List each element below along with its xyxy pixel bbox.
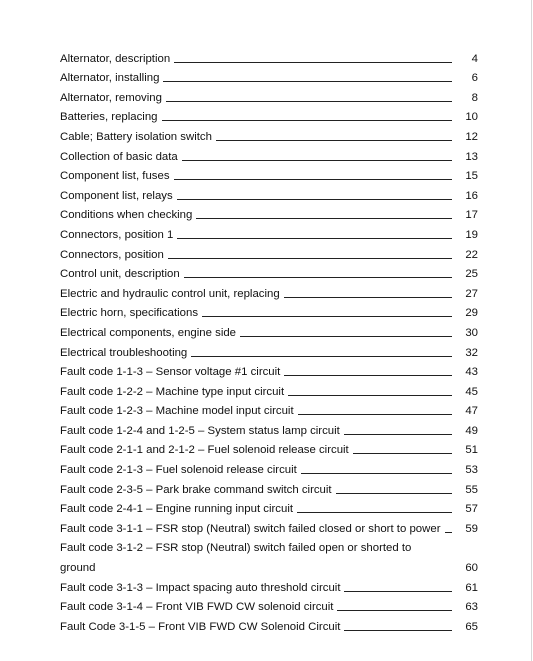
toc-entry-title: Control unit, description [60, 268, 180, 281]
toc-leader-line [240, 336, 452, 337]
toc-entry-title: Electric and hydraulic control unit, replacing [60, 287, 280, 300]
toc-entry-title: Batteries, replacing [60, 111, 158, 124]
toc-entry-page-number: 57 [465, 503, 478, 516]
toc-entry[interactable] [60, 614, 478, 634]
toc-entry-title: Fault code 1-2-4 and 1-2-5 – System status lamp circuit [60, 424, 340, 437]
toc-entry-page-number: 63 [465, 601, 478, 614]
toc-leader-line [166, 101, 452, 102]
toc-entry-page-number: 53 [465, 464, 478, 477]
toc-entry-title: Fault code 3-1-1 – FSR stop (Neutral) switch failed closed or short to power [60, 522, 441, 535]
toc-entry-page-number: 13 [465, 150, 478, 163]
toc-entry-page-number: 60 [465, 562, 478, 575]
toc-entry-title: Alternator, description [60, 52, 171, 65]
toc-entry-page-number: 4 [471, 52, 478, 65]
toc-entry-title: Fault code 1-1-3 – Sensor voltage #1 circuit [60, 366, 281, 379]
toc-entry-page-number: 51 [465, 444, 478, 457]
toc-entry-page-number: 29 [465, 307, 478, 320]
toc-entry-title: Component list, relays [60, 189, 173, 202]
toc-leader-line [297, 512, 452, 513]
toc-entry[interactable] [60, 222, 478, 242]
toc-entry-title: Fault code 2-4-1 – Engine running input circuit [60, 503, 294, 516]
toc-entry-title: Fault code 3-1-4 – Front VIB FWD CW solenoid circuit [60, 601, 334, 614]
toc-leader-line [163, 81, 452, 82]
toc-entry[interactable] [60, 457, 478, 477]
toc-entry-title-line1: Fault code 3-1-2 – FSR stop (Neutral) switch failed open or shorted to [60, 542, 412, 555]
toc-entry-page-number: 6 [471, 72, 478, 85]
toc-entry[interactable] [60, 242, 478, 262]
toc-entry-title-line2: ground [60, 562, 96, 575]
toc-leader-line [177, 199, 452, 200]
toc-leader-line [344, 434, 452, 435]
toc-entry-page-number: 55 [465, 483, 478, 496]
toc-entry-title: Electrical components, engine side [60, 326, 237, 339]
toc-entry-title: Conditions when checking [60, 209, 193, 222]
toc-entry-title: Fault code 2-1-3 – Fuel solenoid release circuit [60, 464, 297, 477]
toc-entry[interactable] [60, 320, 478, 340]
toc-entry[interactable] [60, 477, 478, 497]
toc-entry-wrapped[interactable] [60, 536, 478, 575]
toc-leader-line [184, 277, 452, 278]
page-edge-divider [531, 0, 532, 661]
toc-entry[interactable] [60, 575, 478, 595]
toc-entry[interactable] [60, 124, 478, 144]
toc-leader-line [177, 238, 452, 239]
toc-entry-page-number: 16 [465, 189, 478, 202]
toc-entry-page-number: 27 [465, 287, 478, 300]
toc-leader-line [445, 532, 453, 533]
toc-leader-line [353, 453, 452, 454]
toc-entry[interactable] [60, 418, 478, 438]
table-of-contents [60, 46, 478, 634]
toc-entry[interactable] [60, 340, 478, 360]
toc-entry-page-number: 47 [465, 405, 478, 418]
toc-leader-line [284, 297, 452, 298]
toc-entry-title: Alternator, installing [60, 72, 160, 85]
toc-entry[interactable] [60, 301, 478, 321]
toc-entry-title: Fault code 1-2-3 – Machine model input circuit [60, 405, 294, 418]
toc-entry-page-number: 65 [465, 620, 478, 633]
toc-leader-line [162, 120, 452, 121]
toc-entry-page-number: 43 [465, 366, 478, 379]
toc-leader-line [216, 140, 452, 141]
toc-leader-line [168, 258, 452, 259]
toc-leader-line [202, 316, 452, 317]
toc-entry-page-number: 59 [465, 522, 478, 535]
toc-leader-line [301, 473, 452, 474]
toc-entry-page-number: 32 [465, 346, 478, 359]
toc-entry-page-number: 15 [465, 170, 478, 183]
toc-entry-page-number: 12 [465, 130, 478, 143]
toc-entry[interactable] [60, 497, 478, 517]
toc-leader-line [191, 356, 452, 357]
toc-entry-title: Electrical troubleshooting [60, 346, 188, 359]
toc-entry-title: Fault code 1-2-2 – Machine type input circuit [60, 385, 285, 398]
toc-leader-line [174, 179, 452, 180]
toc-entry[interactable] [60, 203, 478, 223]
toc-entry[interactable] [60, 360, 478, 380]
toc-leader-line [174, 62, 452, 63]
toc-entry[interactable] [60, 85, 478, 105]
toc-leader-line [344, 630, 452, 631]
toc-entry-page-number: 61 [465, 581, 478, 594]
toc-entry-page-number: 25 [465, 268, 478, 281]
toc-entry[interactable] [60, 164, 478, 184]
toc-entry-title: Alternator, removing [60, 91, 162, 104]
toc-leader-line [337, 610, 452, 611]
toc-entry-title: Fault code 2-3-5 – Park brake command switch circuit [60, 483, 332, 496]
toc-entry[interactable] [60, 66, 478, 86]
toc-entry-title: Electric horn, specifications [60, 307, 199, 320]
toc-entry[interactable] [60, 183, 478, 203]
toc-entry-title: Collection of basic data [60, 150, 178, 163]
toc-leader-line [298, 414, 452, 415]
toc-entry[interactable] [60, 105, 478, 125]
toc-leader-line [284, 375, 452, 376]
toc-entry-title: Connectors, position 1 [60, 228, 174, 241]
toc-leader-line [182, 160, 452, 161]
toc-entry-page-number: 8 [471, 91, 478, 104]
toc-entry[interactable] [60, 262, 478, 282]
toc-entry-title: Connectors, position [60, 248, 164, 261]
toc-leader-line [196, 218, 452, 219]
toc-leader-line [336, 493, 452, 494]
toc-entry-page-number: 10 [465, 111, 478, 124]
toc-entry[interactable] [60, 399, 478, 419]
toc-entry-title-line2-row [60, 555, 478, 575]
toc-entry-page-number: 19 [465, 228, 478, 241]
toc-entry[interactable] [60, 438, 478, 458]
toc-entry-title: Fault code 2-1-1 and 2-1-2 – Fuel solenoid release circuit [60, 444, 349, 457]
toc-entry-title: Cable; Battery isolation switch [60, 130, 212, 143]
toc-entry[interactable] [60, 46, 478, 66]
toc-entry-page-number: 22 [465, 248, 478, 261]
toc-entry-page-number: 45 [465, 385, 478, 398]
toc-entry[interactable] [60, 144, 478, 164]
toc-entry-title: Component list, fuses [60, 170, 170, 183]
toc-entry-page-number: 17 [465, 209, 478, 222]
toc-entry-page-number: 49 [465, 424, 478, 437]
toc-entry[interactable] [60, 379, 478, 399]
toc-entry-title: Fault code 3-1-3 – Impact spacing auto threshold circuit [60, 581, 341, 594]
toc-entry[interactable] [60, 595, 478, 615]
toc-entry[interactable] [60, 516, 478, 536]
toc-leader-line [288, 395, 452, 396]
toc-entry-title: Fault Code 3-1-5 – Front VIB FWD CW Solenoid Circuit [60, 620, 341, 633]
toc-entry-page-number: 30 [465, 326, 478, 339]
toc-entry[interactable] [60, 281, 478, 301]
toc-leader-line [344, 591, 452, 592]
